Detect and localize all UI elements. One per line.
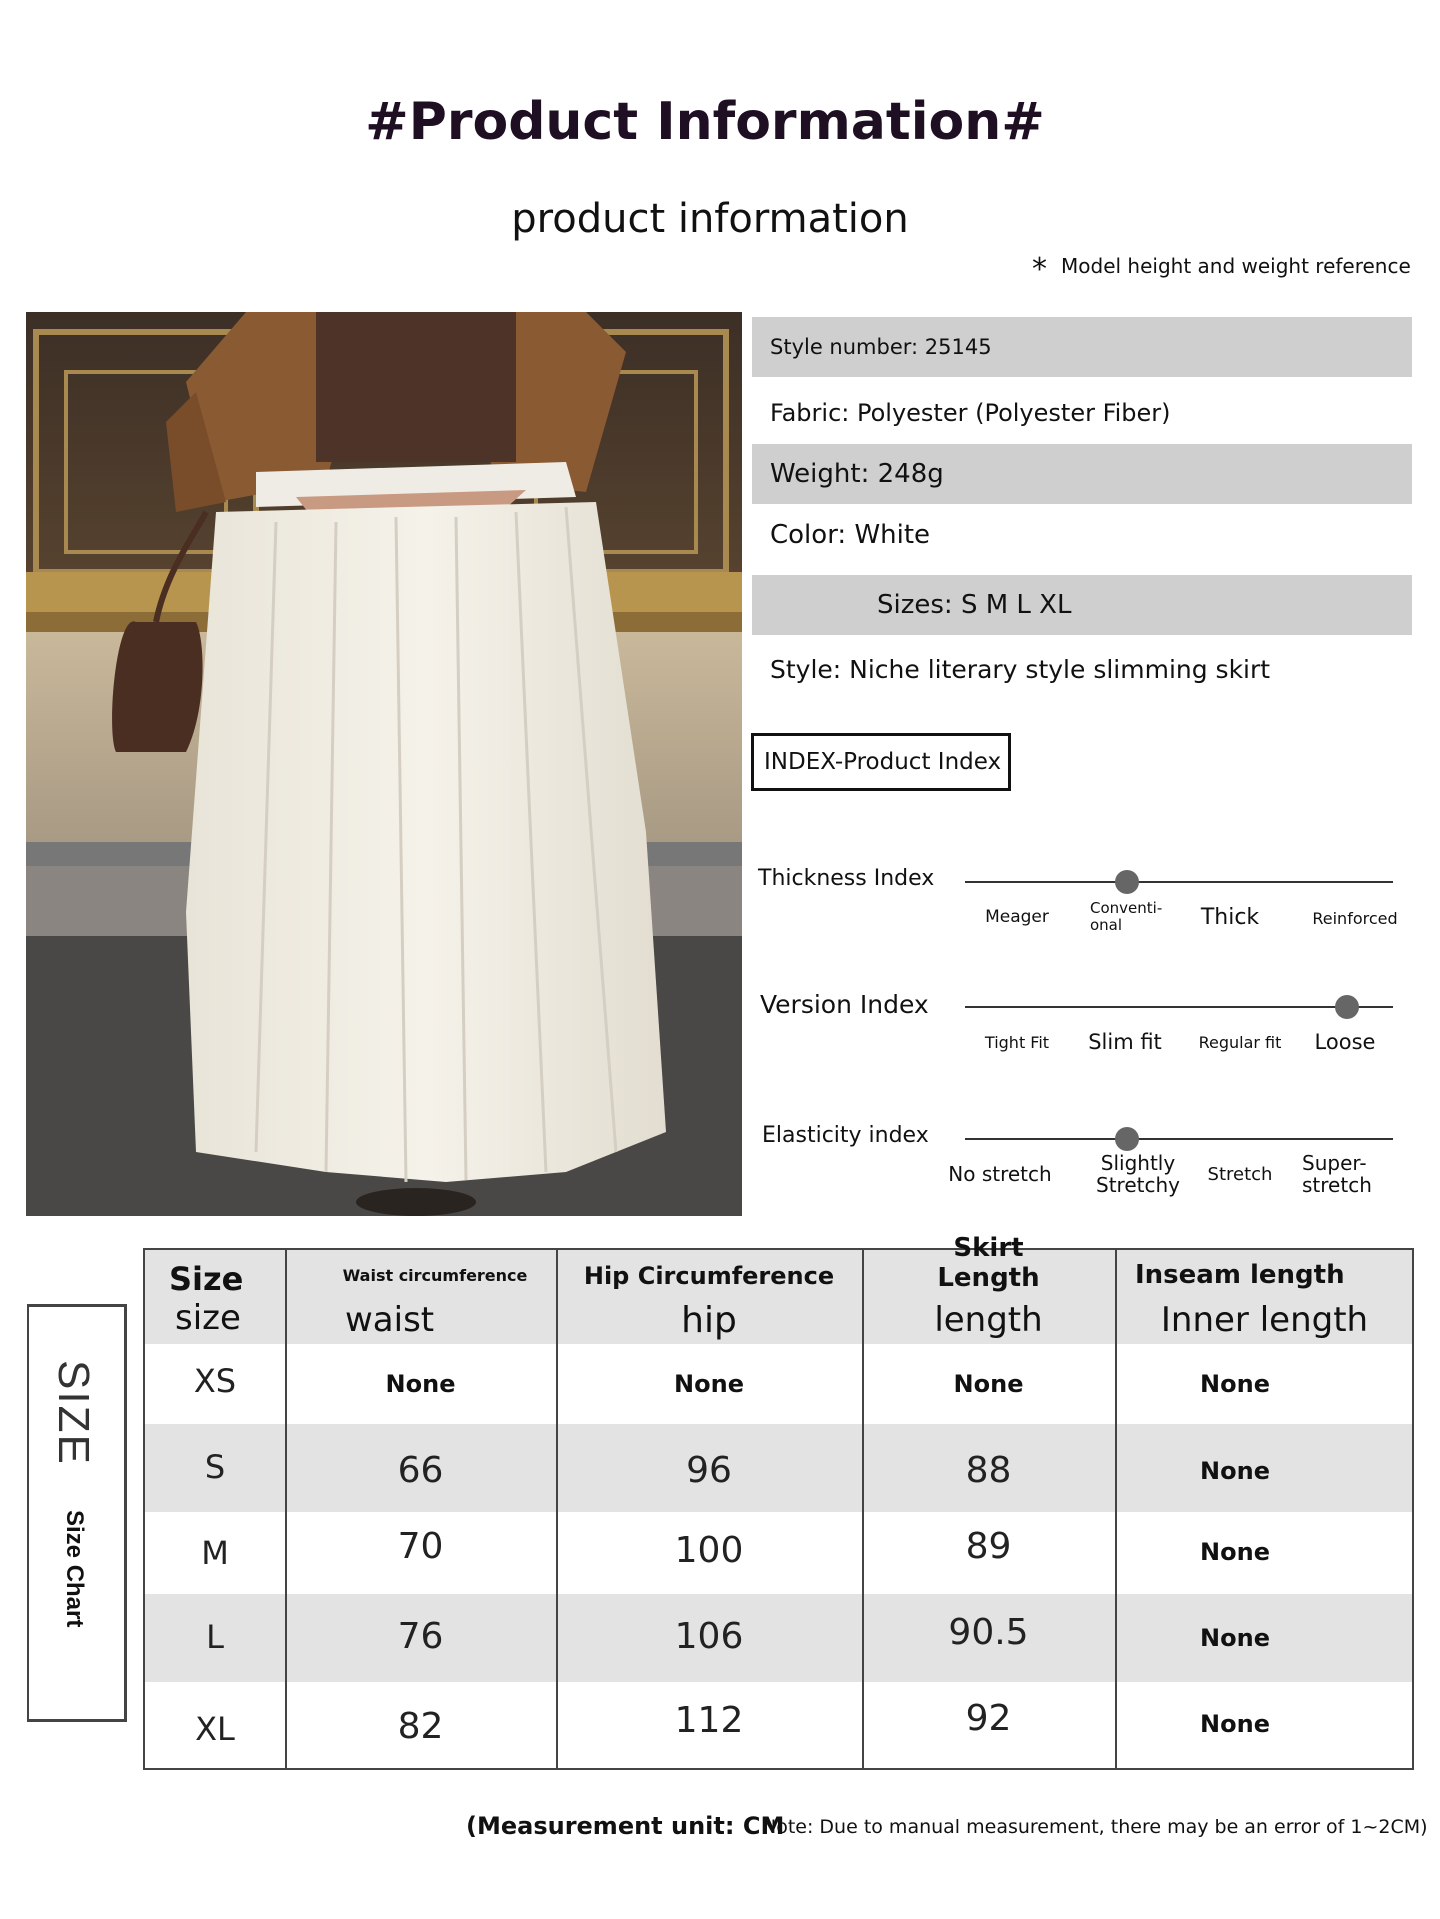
thickness-option-2: Conventi- onal [1090, 899, 1163, 934]
model-note [1032, 246, 1411, 287]
style-number-text: Style number: 25145 [770, 335, 992, 359]
table-cell-inseam-l: None [1200, 1624, 1270, 1652]
color-text: Color: White [770, 520, 931, 550]
table-cell-size-xl: XL [195, 1710, 235, 1748]
table-cell-inseam-s: None [1200, 1457, 1270, 1485]
table-cell-inseam-xl: None [1200, 1710, 1270, 1738]
table-cell-size-m: M [201, 1534, 229, 1572]
table-cell-size-l: L [206, 1618, 224, 1656]
info-style [752, 639, 1412, 699]
side-size-word: SIZE [49, 1360, 98, 1466]
model-note-text: Model height and weight reference [1061, 254, 1411, 278]
measurement-error-note: Note: Due to manual measurement, there may be an error of 1~2CM) [762, 1816, 1428, 1838]
thickness-option-3: Thick [1200, 905, 1260, 930]
header-waist-sub: waist [345, 1300, 435, 1340]
table-cell-inseam-m: None [1200, 1538, 1270, 1566]
version-option-1: Tight Fit [984, 1033, 1050, 1052]
table-cell-length-l: 90.5 [948, 1612, 1029, 1653]
info-fabric [752, 383, 1412, 443]
header-inseam-sub: Inner length [1160, 1300, 1369, 1340]
header-waist-en: Waist circumference [342, 1266, 528, 1285]
table-cell-size-s: S [204, 1448, 226, 1486]
table-cell-size-xs: XS [193, 1362, 237, 1400]
version-option-3: Regular fit [1198, 1033, 1282, 1052]
side-size-chart-word: Size Chart [61, 1510, 88, 1628]
header-size-sub: size [175, 1298, 241, 1338]
info-style-number [752, 317, 1412, 377]
measurement-unit-note: (Measurement unit: CM [466, 1812, 785, 1840]
table-cell-length-xl: 92 [965, 1698, 1012, 1739]
style-text: Style: Niche literary style slimming skirt [770, 654, 1271, 684]
info-weight [752, 444, 1412, 504]
info-color [752, 505, 1412, 565]
thickness-index-label: Thickness Index [758, 866, 935, 891]
table-cell-waist-s: 66 [397, 1450, 444, 1491]
table-cell-waist-xl: 82 [397, 1706, 444, 1747]
thickness-selected-dot [1115, 870, 1139, 894]
size-chart-table [143, 1233, 1414, 1770]
header-length-en: Skirt Length [937, 1233, 1040, 1293]
version-option-2: Slim fit [1088, 1030, 1162, 1054]
column-divider [285, 1250, 287, 1768]
thickness-option-4: Reinforced [1312, 909, 1398, 928]
header-hip-en: Hip Circumference [583, 1262, 835, 1290]
asterisk-icon: * [1032, 252, 1047, 287]
header-length-sub: length [934, 1300, 1043, 1340]
table-cell-length-s: 88 [965, 1450, 1012, 1491]
elasticity-option-2: Slightly Stretchy [1096, 1151, 1180, 1197]
table-cell-hip-m: 100 [674, 1530, 744, 1571]
version-scale-line [965, 1006, 1393, 1008]
weight-text: Weight: 248g [770, 459, 944, 489]
elasticity-option-1: No stretch [948, 1162, 1052, 1186]
thickness-scale-line [965, 881, 1393, 883]
page-title: #Product Information# [365, 92, 1045, 152]
version-index-label: Version Index [760, 990, 929, 1019]
table-cell-hip-xs: None [674, 1370, 744, 1398]
elasticity-scale-line [965, 1138, 1393, 1140]
version-selected-dot [1335, 995, 1359, 1019]
page-subtitle: product information [511, 196, 909, 242]
table-cell-hip-s: 96 [686, 1450, 732, 1491]
sizes-text: Sizes: S M L XL [877, 590, 1072, 620]
table-cell-hip-xl: 112 [674, 1700, 744, 1741]
table-cell-length-m: 89 [965, 1526, 1012, 1567]
elasticity-option-3: Stretch [1207, 1164, 1273, 1185]
header-size-en: Size [169, 1260, 244, 1298]
info-sizes [752, 575, 1412, 635]
product-photo [26, 312, 742, 1216]
table-cell-waist-m: 70 [397, 1526, 444, 1567]
table-cell-length-xs: None [953, 1370, 1024, 1398]
table-cell-inseam-xs: None [1200, 1370, 1270, 1398]
table-cell-hip-l: 106 [674, 1616, 744, 1657]
version-option-4: Loose [1314, 1030, 1376, 1054]
header-hip-sub: hip [681, 1300, 737, 1341]
product-index-title: INDEX-Product Index [751, 733, 1011, 791]
table-cell-waist-l: 76 [397, 1616, 444, 1657]
elasticity-option-4: Super- stretch [1302, 1151, 1372, 1197]
elasticity-selected-dot [1115, 1127, 1139, 1151]
product-photo-illustration [26, 312, 742, 1216]
fabric-text: Fabric: Polyester (Polyester Fiber) [770, 399, 1171, 427]
elasticity-index-label: Elasticity index [762, 1123, 929, 1148]
header-inseam-en: Inseam length [1135, 1260, 1345, 1290]
table-cell-waist-xs: None [385, 1370, 456, 1398]
thickness-option-1: Meager [985, 907, 1049, 927]
